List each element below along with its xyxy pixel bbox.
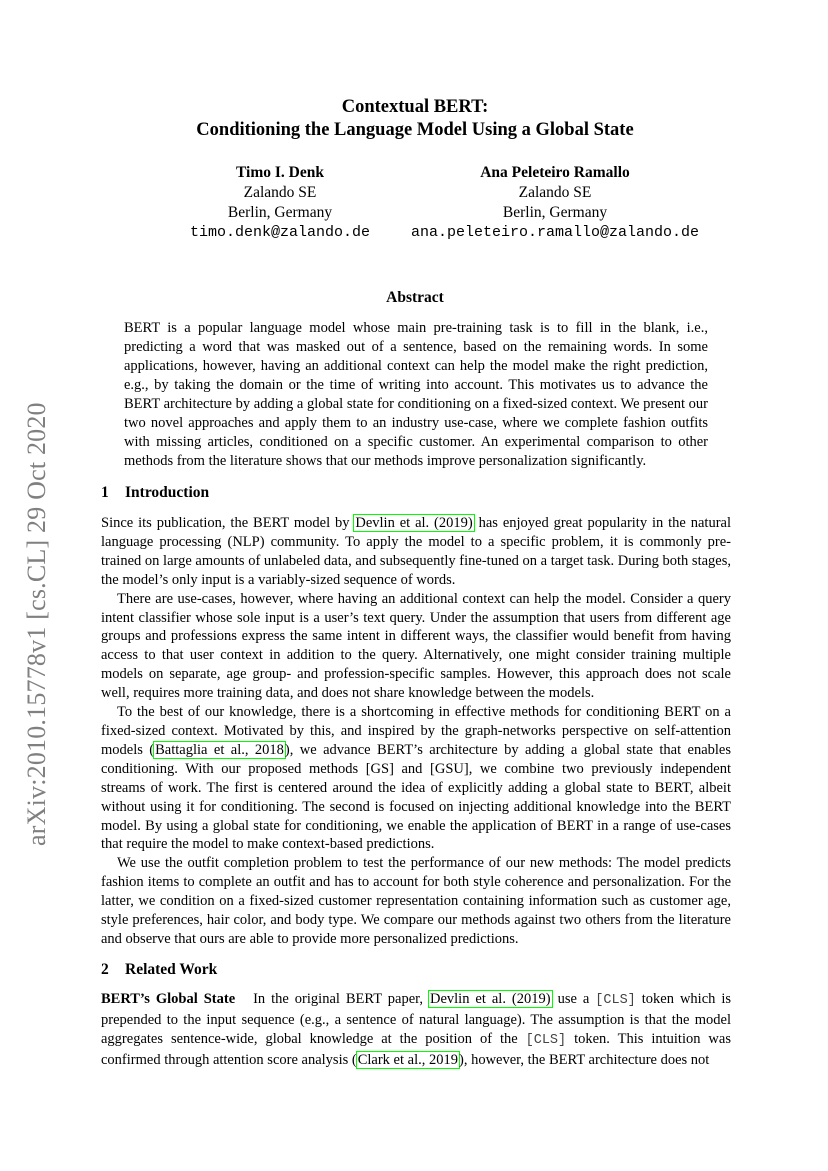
text-run: token which is prepended to the input sequence (e.g., a sentence of natural language). The assumption is that the model aggregates sentence-wide, global knowledge at the position of the <box>101 991 732 1047</box>
cls-token: [CLS] <box>525 1032 567 1048</box>
author-email[interactable]: timo.denk@zalando.de <box>189 224 371 241</box>
text-run: ), we advance BERT’s architecture by adding a global state that enables conditioning. With our proposed methods [GS] and [GSU], we combine two previously independent streams of work. The first is centered around the idea of explicitly adding a global state to BERT, albeit without using it for conditioning. The second is focused on injecting additional knowledge into the BERT model. By using a global state for conditioning, we enable the application of BERT in a range of use-cases that require the model to make context-based predictions. <box>101 741 732 853</box>
text-run: use a <box>551 991 596 1007</box>
author-email[interactable]: ana.peleteiro.ramallo@zalando.de <box>410 224 700 241</box>
author-affiliation: Zalando SE <box>243 184 317 201</box>
text-run: To the best of our knowledge, there is a shortcoming in effective methods for conditioning BERT on a fixed-sized context. Motivated by this, and inspired by the graph-networks perspective on self-attention models ( <box>101 704 731 758</box>
text-run: Since its publication, the BERT model by <box>101 515 355 531</box>
author-name: Ana Peleteiro Ramallo <box>480 164 630 181</box>
author-block-1 <box>180 163 380 243</box>
related-work-body <box>101 990 731 1070</box>
title-line-1: Contextual BERT: <box>341 97 489 117</box>
text-run: has enjoyed great popularity in the natural language processing (NLP) community. To apply the model to a specific problem, it is commonly pre-trained on large amounts of unlabeled data, and subsequently fine-tuned on a target task. During both stages, the model’s only input is a variably-sized sequence of words. <box>101 515 731 588</box>
paragraph: We use the outfit completion problem to test the performance of our new methods: The model predicts fashion items to complete an outfit and has to account for both style coherence and personalization. For the latter, we condition on a fixed-sized customer representation containing information such as customer age, style preferences, hair color, and body type. We compare our methods against two others from the literature and observe that ours are able to provide more personalized predictions. <box>101 855 731 947</box>
author-name: Timo I. Denk <box>236 164 324 181</box>
abstract-heading: Abstract <box>386 289 444 306</box>
paragraph <box>101 703 731 854</box>
text-run: ), however, the BERT architecture does not <box>458 1051 710 1068</box>
section-title: Introduction <box>125 484 210 501</box>
author-location: Berlin, Germany <box>502 204 608 221</box>
paragraph-heading: BERT’s Global State <box>101 991 236 1007</box>
abstract-text: BERT is a popular language model whose main pre-training task is to fill in the blank, i.e., predicting a word that was masked out of a sentence, based on the remaining words. In some applications, however, having an additional context can help the model make the right prediction, e.g., by taking the domain or the time of writing into account. This motivates us to advance the BERT architecture by adding a global state for conditioning on a fixed-sized context. We present our two novel approaches and apply them to an industry use-case, where we complete fashion outfits with missing articles, conditioned on a specific customer. An experimental comparison to other methods from the literature shows that our methods improve personalization significantly. <box>124 320 708 469</box>
section-heading-introduction <box>101 484 209 502</box>
author-block-2 <box>395 163 715 243</box>
cls-token: [CLS] <box>595 993 636 1008</box>
text-run: token. This intuition was confirmed through attention score analysis ( <box>101 1030 731 1068</box>
text-run: In the original BERT paper, <box>253 991 429 1007</box>
citation-link[interactable]: Clark et al., 2019 <box>357 1051 458 1068</box>
citation-link[interactable]: Battaglia et al., 2018 <box>155 741 284 758</box>
author-location: Berlin, Germany <box>227 204 333 221</box>
arxiv-stamp: arXiv:2010.15778v1 [cs.CL] 29 Oct 2020 <box>22 402 51 846</box>
paragraph: There are use-cases, however, where having an additional context can help the model. Consider a query intent classifier whose sole input is a user’s text query. Under the assumption that users from different age groups and professions express the same intent in different ways, the classifier would benefit from having access to that user context in addition to the query. Alternatively, one might consider training multiple models on separate, age group- and profession-specific samples. However, this approach does not scale well, requires more training data, and does not share knowledge between the models. <box>101 590 731 702</box>
paper-title <box>100 96 730 142</box>
introduction-body <box>101 514 731 949</box>
author-affiliation: Zalando SE <box>518 184 592 201</box>
citation-link[interactable]: Devlin et al. (2019) <box>430 991 551 1007</box>
section-number: 1 <box>101 484 109 501</box>
citation-link[interactable]: Devlin et al. (2019) <box>355 515 473 531</box>
section-number: 2 <box>101 961 109 978</box>
section-heading-related-work <box>101 961 217 979</box>
paragraph <box>101 514 731 590</box>
paragraph <box>101 990 731 1070</box>
title-line-2: Conditioning the Language Model Using a Global State <box>196 120 634 140</box>
section-title: Related Work <box>125 961 218 978</box>
